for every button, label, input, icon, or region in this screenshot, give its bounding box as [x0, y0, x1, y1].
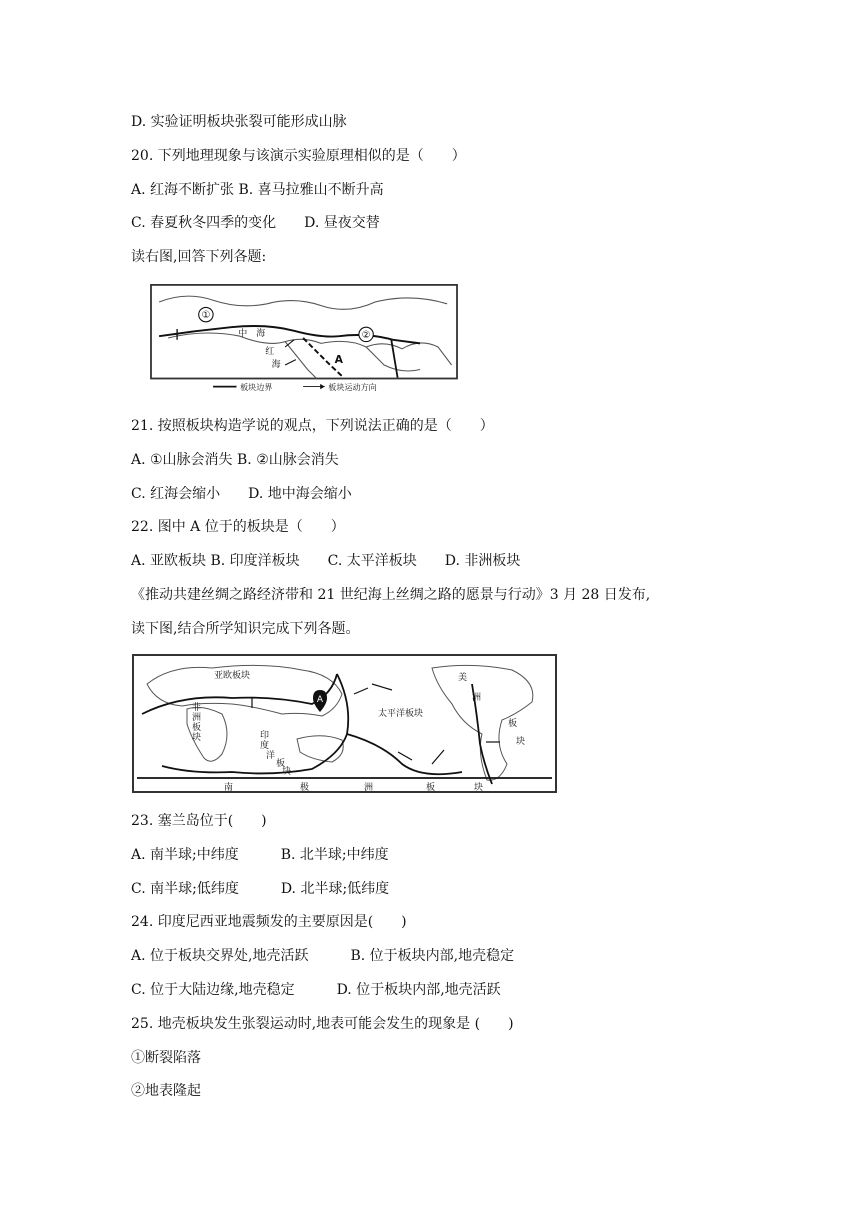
question-24: 24. 印度尼西亚地震频发的主要原因是( ) — [131, 914, 407, 930]
q21-options-cd: C. 红海会缩小 D. 地中海会缩小 — [131, 486, 352, 502]
map2-antarctic-4: 板 — [426, 783, 436, 793]
q20-options-ab: A. 红海不断扩张 B. 喜马拉雅山不断升高 — [131, 182, 384, 198]
map1-sea-label: 中 海 — [238, 329, 266, 340]
question-21: 21. 按照板块构造学说的观点，下列说法正确的是（ ） — [131, 418, 494, 434]
map2-indian-1: 印 — [260, 731, 270, 741]
map2-antarctic-5: 块 — [474, 783, 484, 793]
map2-antarctic-2: 极 — [300, 783, 310, 793]
q24-options-cd: C. 位于大陆边缘,地壳稳定 D. 位于板块内部,地壳活跃 — [131, 982, 501, 998]
q23-options-cd: C. 南半球;低纬度 D. 北半球;低纬度 — [131, 881, 390, 897]
map1-red-2: 海 — [271, 359, 281, 370]
map1-legend-boundary: 板块边界 — [240, 382, 273, 392]
map2-america-1: 美 — [458, 673, 468, 683]
world-plates-map — [132, 654, 557, 793]
q25-item-1: ①断裂陷落 — [131, 1050, 201, 1066]
map2-antarctic-3: 洲 — [364, 783, 374, 793]
q25-item-2: ②地表隆起 — [131, 1083, 201, 1099]
map2-indian-5: 块 — [282, 767, 292, 777]
map2-african-2: 洲 — [192, 713, 202, 723]
map2-eurasian: 亚欧板块 — [214, 671, 251, 681]
map1-red-1: 红 — [265, 347, 275, 358]
map2-african-3: 板 — [192, 723, 202, 733]
question-20: 20. 下列地理现象与该演示实验原理相似的是（ ） — [131, 148, 466, 164]
q20-options-cd: C. 春夏秋冬四季的变化 D. 昼夜交替 — [131, 215, 380, 231]
map1-label-2: ② — [361, 330, 371, 341]
map2-america-2: 洲 — [472, 693, 482, 703]
map2-antarctic-1: 南 — [224, 783, 234, 793]
question-22: 22. 图中 A 位于的板块是（ ） — [131, 519, 345, 535]
map1-legend-motion: 板块运动方向 — [328, 382, 377, 392]
map2-african-4: 块 — [192, 733, 202, 743]
map2-pacific: 太平洋板块 — [378, 709, 424, 719]
question-25: 25. 地壳板块发生张裂运动时,地表可能会发生的现象是 ( ) — [131, 1016, 514, 1032]
q21-options-ab: A. ①山脉会消失 B. ②山脉会消失 — [131, 452, 339, 468]
map2-indian-2: 度 — [260, 741, 270, 751]
map2-indian-3: 洋 — [266, 751, 276, 761]
map2-indian-4: 板 — [276, 759, 286, 769]
question-23: 23. 塞兰岛位于( ) — [131, 813, 267, 829]
map1-point-a: A — [334, 353, 343, 367]
map1-instruction: 读右图,回答下列各题: — [131, 249, 267, 265]
map2-african-1: 非 — [192, 703, 202, 713]
map2-figure — [132, 654, 557, 793]
belt-road-intro: 《推动共建丝绸之路经济带和 21 世纪海上丝绸之路的愿景与行动》3 月 28 日发布, — [131, 587, 651, 603]
option-d-q19: D. 实验证明板块张裂可能形成山脉 — [131, 114, 347, 130]
q24-options-ab: A. 位于板块交界处,地壳活跃 B. 位于板块内部,地壳稳定 — [131, 948, 515, 964]
map1-figure — [133, 284, 475, 392]
q22-options: A. 亚欧板块 B. 印度洋板块 C. 太平洋板块 D. 非洲板块 — [131, 553, 521, 569]
map2-america-3: 板 — [508, 719, 518, 729]
map2-instruction: 读下图,结合所学知识完成下列各题。 — [131, 621, 360, 637]
map2-america-4: 块 — [516, 737, 526, 747]
map2-marker-a: A — [316, 695, 324, 705]
q23-options-ab: A. 南半球;中纬度 B. 北半球;中纬度 — [131, 847, 389, 863]
map1-label-1: ① — [201, 310, 211, 322]
plate-boundary-map-mediterranean — [133, 284, 475, 392]
